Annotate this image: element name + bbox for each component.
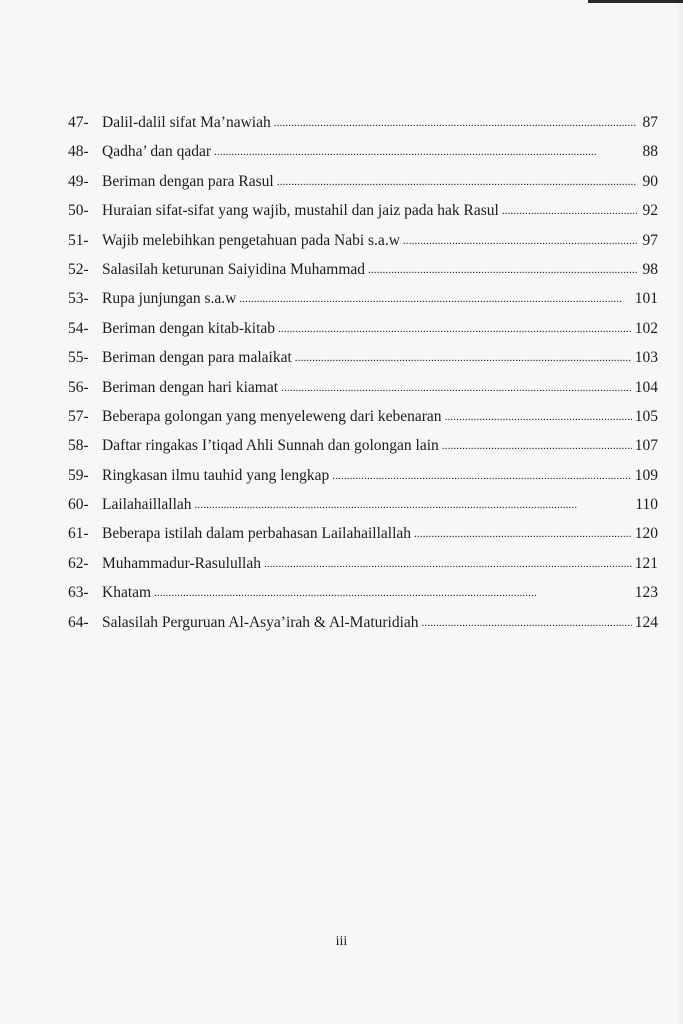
toc-entry-title: Qadha’ dan qadar [102,143,212,161]
toc-entry-page-number: 98 [642,260,658,278]
toc-entry-title: Lailahaillallah [102,496,192,514]
toc-entry-title: Ringkasan ilmu tauhid yang lengkap [102,466,330,484]
toc-entry-number: 60- [68,496,89,514]
toc-entry-page-number: 87 [642,114,658,131]
toc-entry-title: Beberapa istilah dalam perbahasan Lailahaillallah [102,525,412,543]
toc-entry-title: Beriman dengan para Rasul [102,172,274,190]
toc-entry-title: Beriman dengan kitab-kitab [102,319,276,337]
toc-entry-title: Rupa junjungan s.a.w [102,290,237,308]
toc-dot-leader [264,548,632,579]
toc-entry-page-number: 90 [642,172,658,190]
toc-entry-title: Wajib melebihkan pengetahuan pada Nabi s.a.w [102,231,400,249]
toc-dot-leader [414,518,632,549]
toc-entry-page-number: 110 [635,496,658,514]
toc-entry [68,255,658,284]
toc-entry-number: 61- [68,525,89,543]
toc-entry-number: 59- [68,466,89,484]
toc-entry-title: Huraian sifat-sifat yang wajib, mustahil dan jaiz pada hak Rasul [102,202,499,220]
toc-entry-page-number: 120 [634,525,658,543]
toc-entry-title: Beriman dengan hari kiamat [102,378,279,396]
toc-dot-leader [281,372,632,403]
toc-entry [68,226,658,255]
toc-dot-leader [195,489,633,520]
toc-entry [68,196,658,225]
toc-entry [68,137,658,166]
toc-entry [68,402,658,431]
toc-dot-leader [445,401,632,432]
toc-entry [68,578,658,607]
toc-entry-number: 64- [68,613,89,631]
toc-entry-number: 54- [68,319,89,337]
toc-entry-page-number: 92 [642,202,658,220]
toc-dot-leader [154,577,632,608]
toc-entry [68,373,658,402]
toc-dot-leader [422,607,632,638]
toc-dot-leader [277,166,637,197]
toc-entry-number: 47- [68,114,89,131]
toc-entry-title: Beberapa golongan yang menyeleweng dari kebenaran [102,407,442,425]
toc-dot-leader [368,254,637,285]
toc-dot-leader [502,195,637,226]
toc-dot-leader [214,136,637,167]
toc-entry-number: 51- [68,231,89,249]
toc-entry-page-number: 88 [642,143,658,161]
toc-entry-number: 50- [68,202,89,220]
toc-entry [68,343,658,372]
toc-entry-page-number: 124 [634,613,658,631]
toc-entry-page-number: 107 [634,437,658,455]
toc-entry-number: 63- [68,584,89,602]
toc-entry [68,608,658,637]
toc-entry-number: 55- [68,349,89,367]
toc-dot-leader [274,107,637,138]
toc-entry [68,314,658,343]
toc-entry [68,461,658,490]
toc-entry-page-number: 102 [634,319,658,337]
toc-entry [68,490,658,519]
toc-entry [68,108,658,137]
toc-entry [68,549,658,578]
toc-entry-title: Salasilah keturunan Saiyidina Muhammad [102,260,366,278]
toc-entry-title: Daftar ringakas I’tiqad Ahli Sunnah dan golongan lain [102,437,439,455]
toc-entry-title: Khatam [102,584,152,602]
toc-entry-page-number: 105 [634,407,658,425]
toc-entry-title: Salasilah Perguruan Al-Asya’irah & Al-Maturidiah [102,613,419,631]
toc-entry-page-number: 97 [642,231,658,249]
toc-entry-number: 58- [68,437,89,455]
toc-entry-page-number: 123 [634,584,658,602]
toc-dot-leader [332,460,631,491]
toc-dot-leader [295,342,632,373]
toc-entry-number: 53- [68,290,89,308]
table-of-contents [68,108,658,637]
toc-entry-title: Dalil-dalil sifat Ma’nawiah [102,114,271,131]
top-edge-rule [588,0,683,3]
toc-entry [68,167,658,196]
toc-entry-number: 52- [68,260,89,278]
page-number-footer: iii [335,934,348,949]
toc-entry-number: 62- [68,554,89,572]
toc-entry [68,519,658,548]
toc-entry-page-number: 121 [634,554,658,572]
toc-entry-number: 49- [68,172,89,190]
toc-entry-page-number: 109 [634,466,658,484]
toc-entry-number: 57- [68,407,89,425]
toc-dot-leader [278,313,632,344]
toc-dot-leader [403,225,637,256]
toc-entry-number: 48- [68,143,89,161]
toc-entry-page-number: 101 [634,290,658,308]
toc-entry [68,284,658,313]
toc-dot-leader [442,430,632,461]
page-edge-shadow [677,0,683,1024]
toc-entry-page-number: 103 [634,349,658,367]
toc-entry-title: Muhammadur-Rasulullah [102,554,261,572]
toc-entry-number: 56- [68,378,89,396]
toc-entry-page-number: 104 [634,378,658,396]
toc-dot-leader [239,283,631,314]
toc-entry-title: Beriman dengan para malaikat [102,349,292,367]
toc-entry [68,431,658,460]
